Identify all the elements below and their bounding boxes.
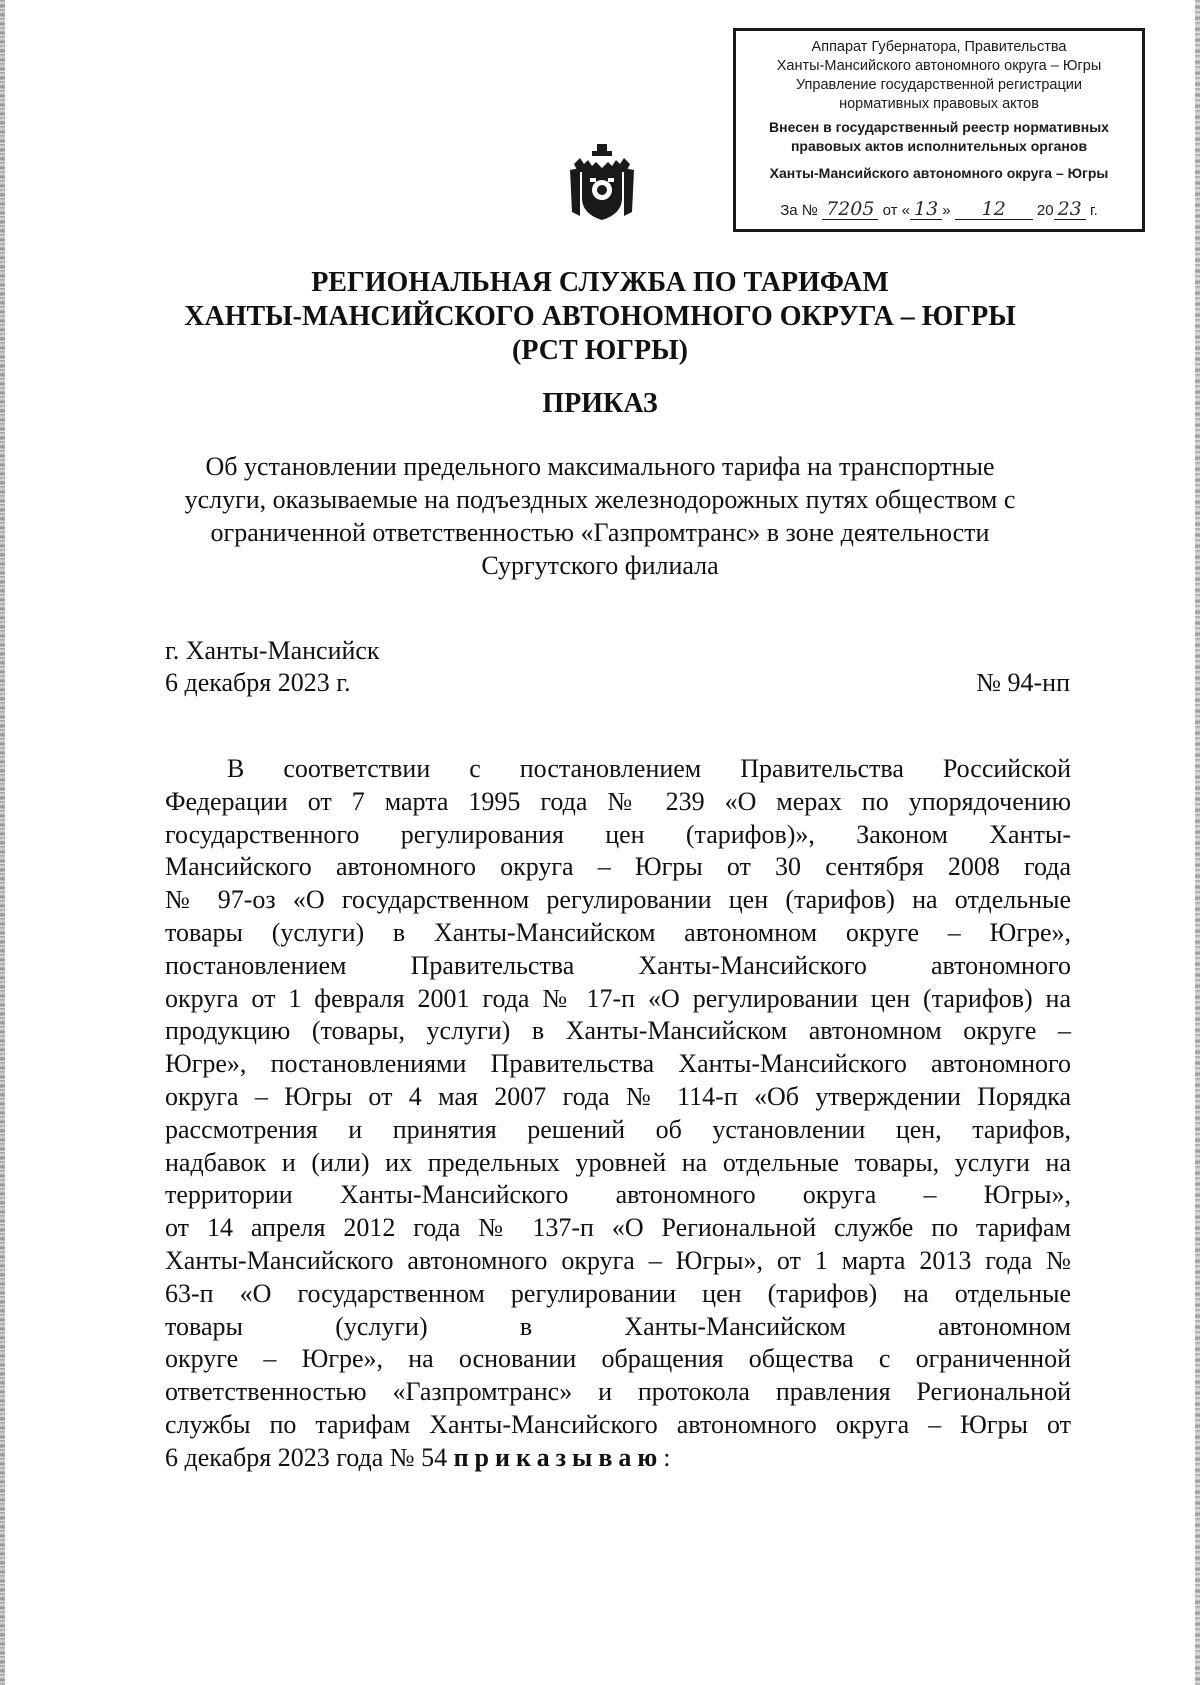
- scan-edge-left: [0, 0, 5, 1685]
- stamp-register-line: Внесен в государственный реестр нормативных: [769, 119, 1109, 135]
- document-body: [165, 753, 1071, 1475]
- registration-stamp: [733, 28, 1145, 232]
- heading-line: (РСТ ЮГРЫ): [512, 335, 688, 366]
- stamp-reg-prefix: За №: [780, 202, 818, 219]
- stamp-reg-day: 13: [910, 200, 942, 220]
- body-line: ответственностью «Газпромтранс» и протокола правления Региональной: [165, 1377, 1071, 1407]
- body-last-suffix: :: [663, 1442, 671, 1472]
- document-place: г. Ханты-Мансийск: [165, 636, 380, 665]
- body-line: 63-п «О государственном регулировании цен (тарифов) на отдельные: [165, 1278, 1071, 1308]
- stamp-reg-month: 12: [955, 200, 1033, 220]
- stamp-reg-quote: »: [942, 202, 951, 219]
- subject-line: Об установлении предельного максимального тарифа на транспортные: [205, 452, 995, 481]
- body-last-line: [165, 1442, 1071, 1475]
- document-number: № 94-нп: [976, 668, 1070, 697]
- body-directive-word: приказываю: [453, 1442, 664, 1472]
- subject-line: ограниченной ответственностью «Газпромтранс» в зоне деятельности: [210, 518, 990, 547]
- document-title: ПРИКАЗ: [542, 388, 658, 419]
- body-line: округа – Югры от 4 мая 2007 года № 114-п «Об утверждении Порядка: [165, 1081, 1071, 1111]
- stamp-reg-year-prefix: 20: [1036, 202, 1054, 219]
- heading-line: ХАНТЫ-МАНСИЙСКОГО АВТОНОМНОГО ОКРУГА – ЮГРЫ: [184, 301, 1016, 332]
- organization-heading: [0, 266, 1200, 368]
- body-line: постановлением Правительства Ханты-Мансийского автономного: [165, 950, 1071, 980]
- body-line: товары (услуги) в Ханты-Мансийском автономном: [165, 1311, 1071, 1341]
- body-line: № 97-оз «О государственном регулировании цен (тарифов) на отдельные: [165, 885, 1071, 915]
- body-line: Ханты-Мансийского автономного округа – Югры», от 1 марта 2013 года №: [165, 1245, 1071, 1275]
- scan-edge-right: [1195, 0, 1200, 1685]
- body-line: службы по тарифам Ханты-Мансийского автономного округа – Югры от: [165, 1409, 1071, 1439]
- subject-line: Сургутского филиала: [481, 551, 719, 580]
- stamp-reg-from: от «: [882, 202, 911, 219]
- body-line: округе – Югре», на основании обращения общества с ограниченной: [165, 1344, 1071, 1374]
- stamp-region-line: Ханты-Мансийского автономного округа – Югры: [769, 165, 1109, 181]
- body-line: Федерации от 7 марта 1995 года № 239 «О мерах по упорядочению: [165, 786, 1071, 816]
- body-line: Югре», постановлениями Правительства Ханты-Мансийского автономного: [165, 1049, 1071, 1079]
- body-line: надбавок и (или) их предельных уровней на отдельные товары, услуги на: [165, 1147, 1071, 1177]
- body-line: Мансийского автономного округа – Югры от 30 сентября 2008 года: [165, 852, 1071, 882]
- body-line: В соответствии с постановлением Правительства Российской: [227, 754, 1071, 783]
- stamp-reg-number: 7205: [822, 200, 878, 220]
- stamp-line: Аппарат Губернатора, Правительства: [811, 39, 1067, 55]
- heading-line: РЕГИОНАЛЬНАЯ СЛУЖБА ПО ТАРИФАМ: [311, 267, 889, 298]
- stamp-reg-year-suffix: г.: [1089, 202, 1098, 219]
- stamp-register-line: правовых актов исполнительных органов: [790, 138, 1088, 154]
- body-line: рассмотрения и принятия решений об установлении цен, тарифов,: [165, 1114, 1071, 1144]
- subject-line: услуги, оказываемые на подъездных железнодорожных путях обществом с: [184, 485, 1016, 514]
- document-date: 6 декабря 2023 г.: [165, 668, 351, 697]
- stamp-registration-row: [736, 200, 1142, 220]
- stamp-line: нормативных правовых актов: [839, 96, 1039, 112]
- document-subject: [0, 450, 1200, 582]
- stamp-line: Ханты-Мансийского автономного округа – Югры: [776, 58, 1102, 74]
- body-line: территории Ханты-Мансийского автономного округа – Югры»,: [165, 1180, 1071, 1210]
- body-line: товары (услуги) в Ханты-Мансийском автономном округе – Югре»,: [165, 917, 1071, 947]
- body-line: от 14 апреля 2012 года № 137-п «О Региональной службе по тарифам: [165, 1213, 1071, 1243]
- body-line: округа от 1 февраля 2001 года № 17-п «О регулировании цен (тарифов) на: [165, 983, 1071, 1013]
- body-line: государственного регулирования цен (тарифов)», Законом Ханты-: [165, 819, 1071, 849]
- stamp-reg-year: 23: [1054, 200, 1086, 220]
- coat-of-arms-icon: [566, 142, 638, 222]
- body-last-prefix: 6 декабря 2023 года № 54: [165, 1442, 448, 1472]
- body-line: продукцию (товары, услуги) в Ханты-Мансийском автономном округе –: [165, 1016, 1071, 1046]
- stamp-line: Управление государственной регистрации: [795, 77, 1083, 93]
